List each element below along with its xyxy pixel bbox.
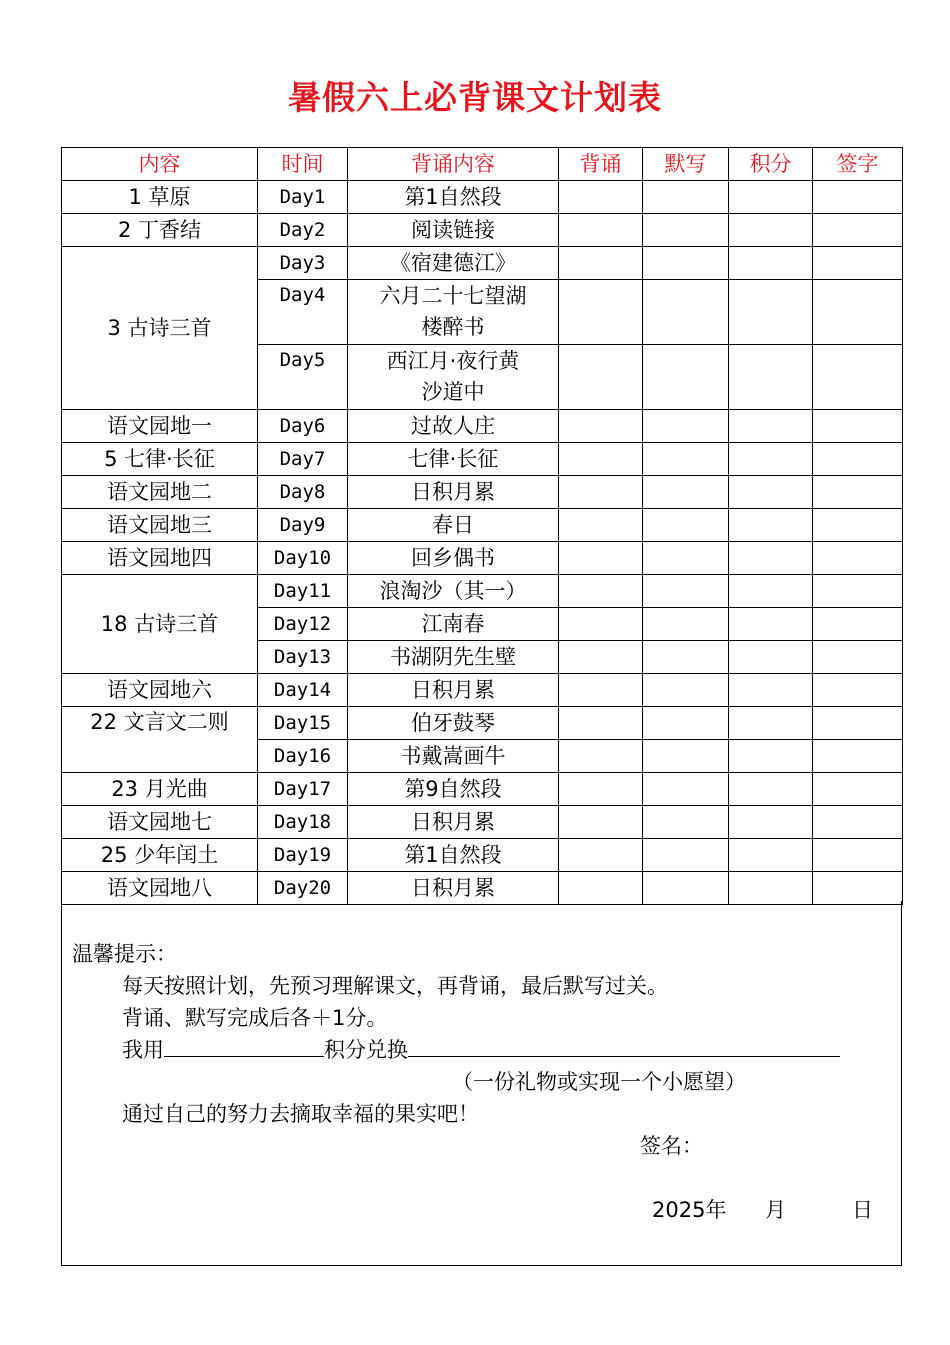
table-row bbox=[62, 872, 903, 905]
cell-signature[interactable] bbox=[813, 839, 903, 872]
tips-line-exchange bbox=[122, 1034, 840, 1064]
cell-points[interactable] bbox=[729, 575, 813, 608]
cell-recite-text: 日积月累 bbox=[348, 872, 559, 905]
cell-dictation-check[interactable] bbox=[643, 608, 729, 641]
cell-dictation-check[interactable] bbox=[643, 707, 729, 740]
cell-recite-text: 第9自然段 bbox=[348, 773, 559, 806]
cell-points[interactable] bbox=[729, 707, 813, 740]
cell-content: 23 月光曲 bbox=[62, 773, 258, 806]
cell-recite-check[interactable] bbox=[559, 542, 643, 575]
cell-recite-check[interactable] bbox=[559, 872, 643, 905]
cell-points[interactable] bbox=[729, 542, 813, 575]
cell-content: 3 古诗三首 bbox=[62, 247, 258, 410]
tips-line-points: 背诵、默写完成后各＋1分。 bbox=[122, 1006, 388, 1030]
cell-day: Day13 bbox=[258, 641, 348, 674]
cell-signature[interactable] bbox=[813, 575, 903, 608]
table-row bbox=[62, 674, 903, 707]
tips-line-reward-hint: （一份礼物或实现一个小愿望） bbox=[452, 1070, 746, 1094]
cell-day: Day20 bbox=[258, 872, 348, 905]
cell-recite-text: 七律·长征 bbox=[348, 443, 559, 476]
cell-day: Day17 bbox=[258, 773, 348, 806]
cell-points[interactable] bbox=[729, 476, 813, 509]
cell-points[interactable] bbox=[729, 872, 813, 905]
cell-day: Day18 bbox=[258, 806, 348, 839]
table-row bbox=[62, 443, 903, 476]
cell-signature[interactable] bbox=[813, 542, 903, 575]
cell-points[interactable] bbox=[729, 280, 813, 345]
cell-recite-text: 第1自然段 bbox=[348, 181, 559, 214]
table-row bbox=[62, 214, 903, 247]
cell-day: Day3 bbox=[258, 247, 348, 280]
cell-content: 1 草原 bbox=[62, 181, 258, 214]
cell-recite-text: 第1自然段 bbox=[348, 839, 559, 872]
cell-recite-text: 六月二十七望湖 楼醉书 bbox=[348, 280, 559, 345]
cell-signature[interactable] bbox=[813, 806, 903, 839]
cell-recite-text: 日积月累 bbox=[348, 806, 559, 839]
cell-recite-check[interactable] bbox=[559, 410, 643, 443]
cell-day: Day2 bbox=[258, 214, 348, 247]
cell-recite-check[interactable] bbox=[559, 773, 643, 806]
cell-content: 25 少年闰土 bbox=[62, 839, 258, 872]
cell-signature[interactable] bbox=[813, 410, 903, 443]
cell-points[interactable] bbox=[729, 839, 813, 872]
cell-dictation-check[interactable] bbox=[643, 280, 729, 345]
header-content: 内容 bbox=[62, 148, 258, 181]
cell-recite-check[interactable] bbox=[559, 806, 643, 839]
cell-recite-check[interactable] bbox=[559, 345, 643, 410]
cell-content: 语文园地二 bbox=[62, 476, 258, 509]
cell-recite-text: 江南春 bbox=[348, 608, 559, 641]
table-row bbox=[62, 707, 903, 740]
cell-signature[interactable] bbox=[813, 280, 903, 345]
cell-dictation-check[interactable] bbox=[643, 575, 729, 608]
cell-signature[interactable] bbox=[813, 247, 903, 280]
header-recite: 背诵 bbox=[559, 148, 643, 181]
cell-day: Day10 bbox=[258, 542, 348, 575]
cell-points[interactable] bbox=[729, 641, 813, 674]
cell-day: Day1 bbox=[258, 181, 348, 214]
cell-content: 5 七律·长征 bbox=[62, 443, 258, 476]
cell-signature[interactable] bbox=[813, 773, 903, 806]
date-year: 2025年 bbox=[652, 1198, 727, 1222]
header-points: 积分 bbox=[729, 148, 813, 181]
table-row bbox=[62, 410, 903, 443]
cell-points[interactable] bbox=[729, 443, 813, 476]
cell-recite-check[interactable] bbox=[559, 181, 643, 214]
table-row bbox=[62, 247, 903, 280]
header-row bbox=[62, 148, 903, 181]
page-title: 暑假六上必背课文计划表 bbox=[288, 78, 662, 117]
cell-points[interactable] bbox=[729, 345, 813, 410]
cell-signature[interactable] bbox=[813, 345, 903, 410]
cell-dictation-check[interactable] bbox=[643, 443, 729, 476]
cell-recite-check[interactable] bbox=[559, 476, 643, 509]
table-row bbox=[62, 181, 903, 214]
cell-day: Day8 bbox=[258, 476, 348, 509]
cell-dictation-check[interactable] bbox=[643, 476, 729, 509]
cell-day: Day7 bbox=[258, 443, 348, 476]
cell-dictation-check[interactable] bbox=[643, 410, 729, 443]
cell-dictation-check[interactable] bbox=[643, 509, 729, 542]
cell-content: 2 丁香结 bbox=[62, 214, 258, 247]
cell-points[interactable] bbox=[729, 674, 813, 707]
table-row bbox=[62, 509, 903, 542]
cell-content: 语文园地一 bbox=[62, 410, 258, 443]
cell-dictation-check[interactable] bbox=[643, 740, 729, 773]
cell-recite-text: 伯牙鼓琴 bbox=[348, 707, 559, 740]
cell-signature[interactable] bbox=[813, 476, 903, 509]
cell-recite-text: 日积月累 bbox=[348, 476, 559, 509]
cell-points[interactable] bbox=[729, 773, 813, 806]
cell-dictation-check[interactable] bbox=[643, 345, 729, 410]
date-month: 月 bbox=[765, 1198, 786, 1222]
cell-recite-check[interactable] bbox=[559, 707, 643, 740]
cell-signature[interactable] bbox=[813, 509, 903, 542]
cell-points[interactable] bbox=[729, 214, 813, 247]
cell-dictation-check[interactable] bbox=[643, 674, 729, 707]
cell-dictation-check[interactable] bbox=[643, 214, 729, 247]
cell-dictation-check[interactable] bbox=[643, 773, 729, 806]
cell-day: Day19 bbox=[258, 839, 348, 872]
cell-signature[interactable] bbox=[813, 707, 903, 740]
cell-day: Day6 bbox=[258, 410, 348, 443]
cell-content: 22 文言文二则 bbox=[62, 707, 258, 773]
cell-recite-text: 书湖阴先生壁 bbox=[348, 641, 559, 674]
cell-recite-text: 过故人庄 bbox=[348, 410, 559, 443]
cell-signature[interactable] bbox=[813, 641, 903, 674]
cell-recite-text: 西江月·夜行黄 沙道中 bbox=[348, 345, 559, 410]
cell-day: Day12 bbox=[258, 608, 348, 641]
cell-recite-check[interactable] bbox=[559, 641, 643, 674]
cell-dictation-check[interactable] bbox=[643, 542, 729, 575]
cell-dictation-check[interactable] bbox=[643, 806, 729, 839]
cell-content: 语文园地三 bbox=[62, 509, 258, 542]
cell-signature[interactable] bbox=[813, 181, 903, 214]
tips-heading: 温馨提示： bbox=[72, 942, 177, 966]
cell-signature[interactable] bbox=[813, 740, 903, 773]
cell-signature[interactable] bbox=[813, 443, 903, 476]
table-row bbox=[62, 806, 903, 839]
cell-recite-text: 日积月累 bbox=[348, 674, 559, 707]
exchange-middle: 积分兑换 bbox=[324, 1038, 408, 1062]
cell-signature[interactable] bbox=[813, 674, 903, 707]
cell-signature[interactable] bbox=[813, 214, 903, 247]
cell-day: Day16 bbox=[258, 740, 348, 773]
cell-content: 语文园地八 bbox=[62, 872, 258, 905]
date-day: 日 bbox=[852, 1198, 873, 1222]
header-dictation: 默写 bbox=[643, 148, 729, 181]
cell-recite-check[interactable] bbox=[559, 674, 643, 707]
cell-dictation-check[interactable] bbox=[643, 872, 729, 905]
cell-content: 18 古诗三首 bbox=[62, 575, 258, 674]
cell-day: Day15 bbox=[258, 707, 348, 740]
cell-day: Day11 bbox=[258, 575, 348, 608]
signature-label: 签名： bbox=[640, 1134, 703, 1158]
table-row bbox=[62, 575, 903, 608]
cell-dictation-check[interactable] bbox=[643, 181, 729, 214]
cell-signature[interactable] bbox=[813, 872, 903, 905]
cell-recite-check[interactable] bbox=[559, 509, 643, 542]
cell-recite-check[interactable] bbox=[559, 214, 643, 247]
cell-points[interactable] bbox=[729, 181, 813, 214]
cell-content: 语文园地六 bbox=[62, 674, 258, 707]
cell-points[interactable] bbox=[729, 608, 813, 641]
cell-dictation-check[interactable] bbox=[643, 839, 729, 872]
tips-line-plan: 每天按照计划，先预习理解课文，再背诵，最后默写过关。 bbox=[122, 974, 668, 998]
cell-recite-check[interactable] bbox=[559, 247, 643, 280]
cell-day: Day14 bbox=[258, 674, 348, 707]
header-time: 时间 bbox=[258, 148, 348, 181]
header-recite-content: 背诵内容 bbox=[348, 148, 559, 181]
cell-recite-check[interactable] bbox=[559, 575, 643, 608]
cell-recite-text: 《宿建德江》 bbox=[348, 247, 559, 280]
points-blank[interactable] bbox=[164, 1034, 324, 1057]
table-row bbox=[62, 542, 903, 575]
cell-points[interactable] bbox=[729, 806, 813, 839]
cell-recite-check[interactable] bbox=[559, 280, 643, 345]
cell-points[interactable] bbox=[729, 740, 813, 773]
table-row bbox=[62, 773, 903, 806]
plan-table bbox=[61, 147, 903, 905]
cell-day: Day5 bbox=[258, 345, 348, 410]
cell-recite-check[interactable] bbox=[559, 740, 643, 773]
cell-points[interactable] bbox=[729, 509, 813, 542]
cell-content: 语文园地四 bbox=[62, 542, 258, 575]
tips-line-encourage: 通过自己的努力去摘取幸福的果实吧！ bbox=[122, 1102, 479, 1126]
cell-recite-check[interactable] bbox=[559, 608, 643, 641]
cell-day: Day4 bbox=[258, 280, 348, 345]
cell-dictation-check[interactable] bbox=[643, 641, 729, 674]
cell-recite-text: 春日 bbox=[348, 509, 559, 542]
table-row bbox=[62, 476, 903, 509]
cell-recite-check[interactable] bbox=[559, 443, 643, 476]
cell-signature[interactable] bbox=[813, 608, 903, 641]
cell-recite-text: 书戴嵩画牛 bbox=[348, 740, 559, 773]
cell-recite-text: 阅读链接 bbox=[348, 214, 559, 247]
exchange-prefix: 我用 bbox=[122, 1038, 164, 1062]
cell-content: 语文园地七 bbox=[62, 806, 258, 839]
header-signature: 签字 bbox=[813, 148, 903, 181]
reward-blank[interactable] bbox=[408, 1034, 840, 1057]
cell-recite-text: 回乡偶书 bbox=[348, 542, 559, 575]
cell-recite-check[interactable] bbox=[559, 839, 643, 872]
cell-recite-text: 浪淘沙（其一） bbox=[348, 575, 559, 608]
cell-day: Day9 bbox=[258, 509, 348, 542]
cell-points[interactable] bbox=[729, 410, 813, 443]
cell-points[interactable] bbox=[729, 247, 813, 280]
table-row bbox=[62, 839, 903, 872]
cell-dictation-check[interactable] bbox=[643, 247, 729, 280]
tips-box bbox=[61, 901, 902, 1266]
